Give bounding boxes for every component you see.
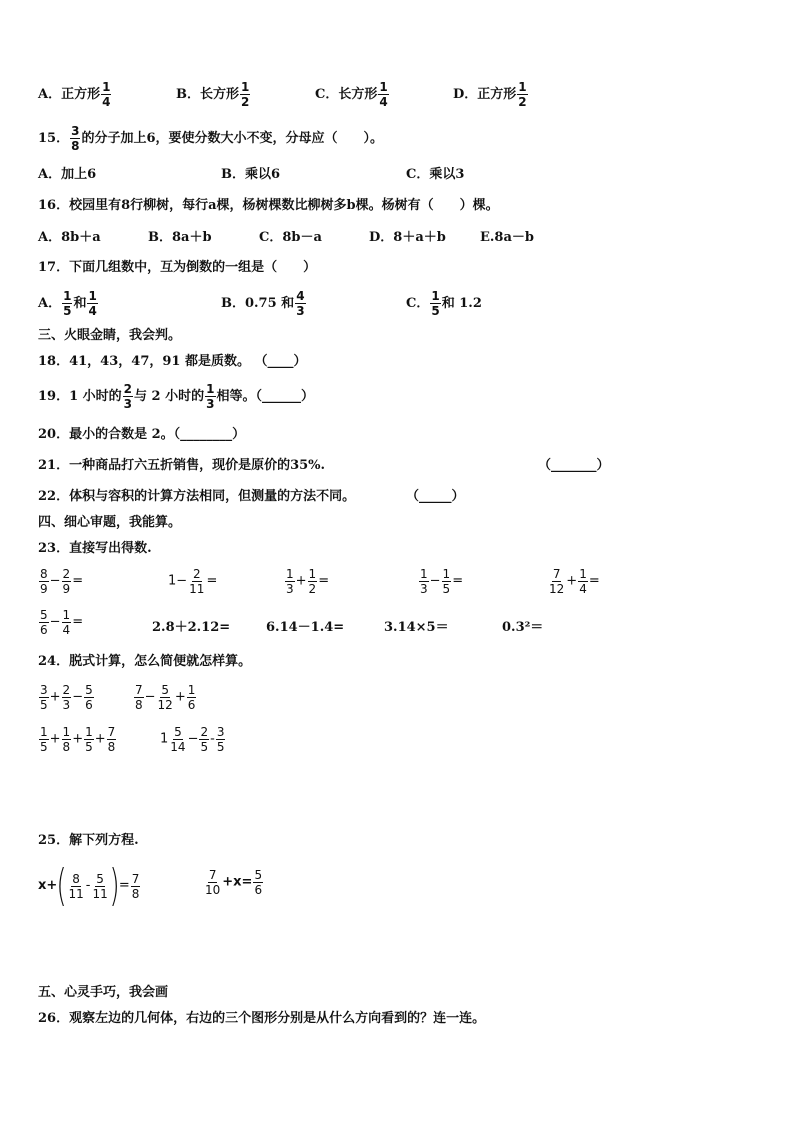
fraction: $\frac{1}{5}$ [63,289,72,318]
section-5-title: 五、心灵手巧，我会画 [38,985,169,1000]
q23-expr-10: 0.3²＝ [502,620,544,635]
option-label: D． [453,87,478,102]
right-paren: ) [109,860,120,911]
q22-answer-blank[interactable]: （_____） [406,489,465,504]
q24-expr-3: $\frac{1}{5}$ + $\frac{1}{8}$ + $\frac{1}{5}$ + $\frac{7}{8}$ [40,725,116,754]
q23-expr-9: 3.14×5＝ [384,620,449,635]
option-text: 长方形 [338,87,378,102]
option-label: B． [176,87,200,102]
fraction: $\frac{1}{2}$ [518,80,527,109]
q23-expr-5: $\frac{7}{12}$ + $\frac{1}{4}$ = [549,567,600,596]
q15-option-c: C．乘以3 [406,167,465,182]
q23-expr-7: 2.8＋2.12= [152,620,231,635]
q23-expr-2: 1− $\frac{2}{11}$ = [168,567,218,596]
q24-expr-2: $\frac{7}{8}$ − $\frac{5}{12}$ + $\frac{1}{6}$ [135,683,196,712]
question-24-title: 24．脱式计算，怎么简便就怎样算。 [38,654,252,669]
question-22: 22．体积与容积的计算方法相同，但测量的方法不同。 [38,489,356,504]
fraction: $\frac{1}{4}$ [88,289,97,318]
q15-option-b: B．乘以6 [221,167,281,182]
option-text: 正方形 [477,87,517,102]
q23-expr-1: $\frac{8}{9}$ − $\frac{2}{9}$ = [40,567,84,596]
q23-expr-8: 6.14－1.4= [266,620,345,635]
question-23-title: 23．直接写出得数. [38,541,152,556]
q24-expr-4: 1 $\frac{5}{14}$ − $\frac{2}{5}$ - $\frac{3}{5}$ [160,725,225,754]
section-4-title: 四、细心审题，我能算。 [38,515,182,530]
q16-option-a: A．8b＋a [38,230,101,245]
option-label: A． [38,87,62,102]
question-25-title: 25．解下列方程. [38,833,139,848]
question-16: 16．校园里有8行柳树，每行a棵，杨树棵数比柳树多b棵。杨树有（ ）棵。 [38,198,499,213]
q16-option-d: D．8＋a＋b [369,230,446,245]
fraction: $\frac{4}{3}$ [296,289,305,318]
question-21: 21．一种商品打六五折销售，现价是原价的35%. [38,458,326,473]
option-text: 正方形 [61,87,101,102]
left-paren: ( [56,860,68,911]
option-label: C． [315,87,339,102]
q14-option-d [453,80,529,109]
q23-expr-3: $\frac{1}{3}$ + $\frac{1}{2}$ = [286,567,330,596]
fraction: $\frac{1}{3}$ [206,382,215,411]
fraction: $\frac{2}{3}$ [123,382,133,411]
q17-option-c: C． $\frac{1}{5}$ 和 1.2 [406,289,482,318]
fraction: $\frac{3}{8}$ [71,124,80,153]
q17-option-a: A． $\frac{1}{5}$ 和 $\frac{1}{4}$ [38,289,97,318]
q14-option-b [176,80,251,109]
q14-option-a [38,80,112,109]
question-26: 26．观察左边的几何体，右边的三个图形分别是从什么方向看到的？连一连。 [38,1011,486,1026]
q25-equation-1: x+( $\frac{8}{11}$ - $\frac{5}{11}$ )= $\frac{7}{8}$ [38,860,140,911]
question-19: 19．1 小时的 $\frac{2}{3}$ 与 2 小时的 $\frac{1}{3}$ 相等。（______） [38,382,315,411]
fraction: $\frac{1}{4}$ [379,80,388,109]
question-15: 15． $\frac{3}{8}$ 的分子加上6，要使分数大小不变，分母应（ ）。 [38,124,383,153]
q24-expr-1: $\frac{3}{5}$ + $\frac{2}{3}$ − $\frac{5}{6}$ [40,683,93,712]
fraction: $\frac{1}{4}$ [102,80,111,109]
q21-answer-blank[interactable]: （_______） [538,458,610,473]
q17-option-b: B．0.75 和 $\frac{4}{3}$ [221,289,305,318]
fraction: $\frac{1}{2}$ [241,80,250,109]
fraction: $\frac{1}{5}$ [431,289,440,318]
section-3-title: 三、火眼金睛，我会判。 [38,328,182,343]
question-20: 20．最小的合数是 2。（________） [38,427,246,442]
q16-option-c: C．8b－a [259,230,322,245]
q15-option-a: A．加上6 [38,167,97,182]
q23-expr-4: $\frac{1}{3}$ − $\frac{1}{5}$ = [420,567,464,596]
question-18: 18．41，43，47，91 都是质数。 （____） [38,354,307,369]
option-text: 长方形 [200,87,240,102]
q23-expr-6: $\frac{5}{6}$ − $\frac{1}{4}$ = [40,608,84,637]
q25-equation-2: $\frac{7}{10}$ +x= $\frac{5}{6}$ [205,868,263,897]
q14-option-c [315,80,390,109]
q16-option-e: E.8a－b [480,230,534,245]
q16-option-b: B．8a＋b [148,230,212,245]
question-17: 17．下面几组数中，互为倒数的一组是（ ） [38,260,317,275]
